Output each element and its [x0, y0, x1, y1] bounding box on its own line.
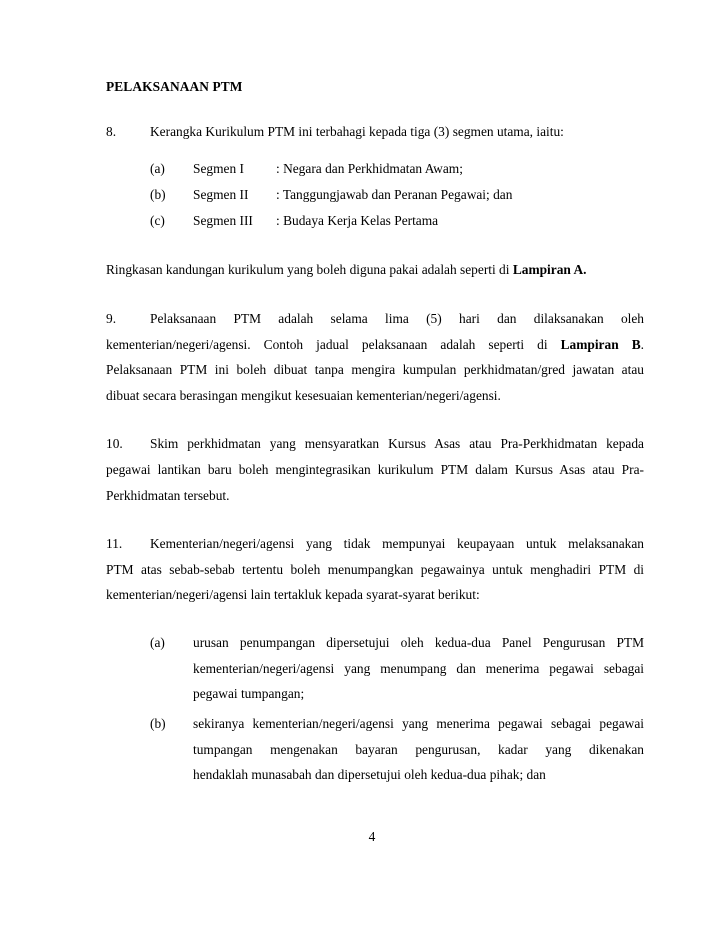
segment-name: Segmen III — [193, 213, 253, 228]
para11-number: 11. — [106, 536, 123, 551]
condition-line: pegawai tumpangan; — [193, 686, 305, 701]
para8-summary — [106, 262, 587, 278]
section-heading: PELAKSANAAN PTM — [106, 79, 243, 94]
para9-line-3: Pelaksanaan PTM ini boleh dibuat tanpa mengira kumpulan perkhidmatan/gred jawatan atau — [106, 362, 644, 377]
para11-line-3: kementerian/negeri/agensi lain tertakluk kepada syarat-syarat berikut: — [106, 587, 480, 602]
condition-line: hendaklah munasabah dan dipersetujui oleh kedua-dua pihak; dan — [193, 767, 546, 782]
segment-name: Segmen I — [193, 161, 244, 176]
para11-line-1: Kementerian/negeri/agensi yang tidak mempunyai keupayaan untuk melaksanakan — [150, 536, 644, 551]
para9-number: 9. — [106, 311, 117, 326]
segment-label: (b) — [150, 187, 166, 202]
segment-name: Segmen II — [193, 187, 249, 202]
summary-reference: Lampiran A. — [512, 262, 587, 277]
segment-desc: : Budaya Kerja Kelas Pertama — [276, 213, 439, 228]
segment-desc: : Negara dan Perkhidmatan Awam; — [276, 161, 463, 176]
segment-label: (c) — [150, 213, 165, 228]
summary-text: Ringkasan kandungan kurikulum yang boleh diguna pakai adalah seperti di — [106, 262, 513, 277]
para10-line-3: Perkhidmatan tersebut. — [106, 488, 230, 503]
para10-line-1: Skim perkhidmatan yang mensyaratkan Kursus Asas atau Pra-Perkhidmatan kepada — [150, 436, 644, 451]
para10-number: 10. — [106, 436, 123, 451]
para8-number: 8. — [106, 124, 117, 139]
para8-text: Kerangka Kurikulum PTM ini terbahagi kepada tiga (3) segmen utama, iaitu: — [150, 124, 564, 139]
para9-line-4: dibuat secara berasingan mengikut kesesuaian kementerian/negeri/agensi. — [106, 388, 501, 403]
condition-label: (b) — [150, 716, 166, 731]
condition-line: urusan penumpangan dipersetujui oleh kedua-dua Panel Pengurusan PTM — [193, 635, 644, 650]
segment-desc: : Tanggungjawab dan Peranan Pegawai; dan — [276, 187, 513, 202]
condition-line: sekiranya kementerian/negeri/agensi yang menerima pegawai sebagai pegawai — [193, 716, 644, 731]
condition-line: tumpangan mengenakan bayaran pengurusan, kadar yang dikenakan — [193, 742, 644, 757]
para9-reference: Lampiran B — [560, 337, 641, 352]
segment-label: (a) — [150, 161, 165, 176]
para10-line-2: pegawai lantikan baru boleh mengintegrasikan kurikulum PTM dalam Kursus Asas atau Pra- — [106, 462, 644, 477]
condition-line: kementerian/negeri/agensi yang menumpang dan menerima pegawai sebagai — [193, 661, 644, 676]
page-number: 4 — [368, 829, 376, 844]
para9-line-1: Pelaksanaan PTM adalah selama lima (5) hari dan dilaksanakan oleh — [150, 311, 644, 326]
para9-line-2 — [106, 337, 644, 353]
para11-line-2: PTM atas sebab-sebab tertentu boleh menumpangkan pegawainya untuk menghadiri PTM di — [106, 562, 644, 577]
para9-line-2-text: kementerian/negeri/agensi. Contoh jadual pelaksanaan adalah seperti di — [106, 337, 561, 352]
para9-line-2-end: . — [640, 337, 644, 352]
condition-label: (a) — [150, 635, 165, 650]
